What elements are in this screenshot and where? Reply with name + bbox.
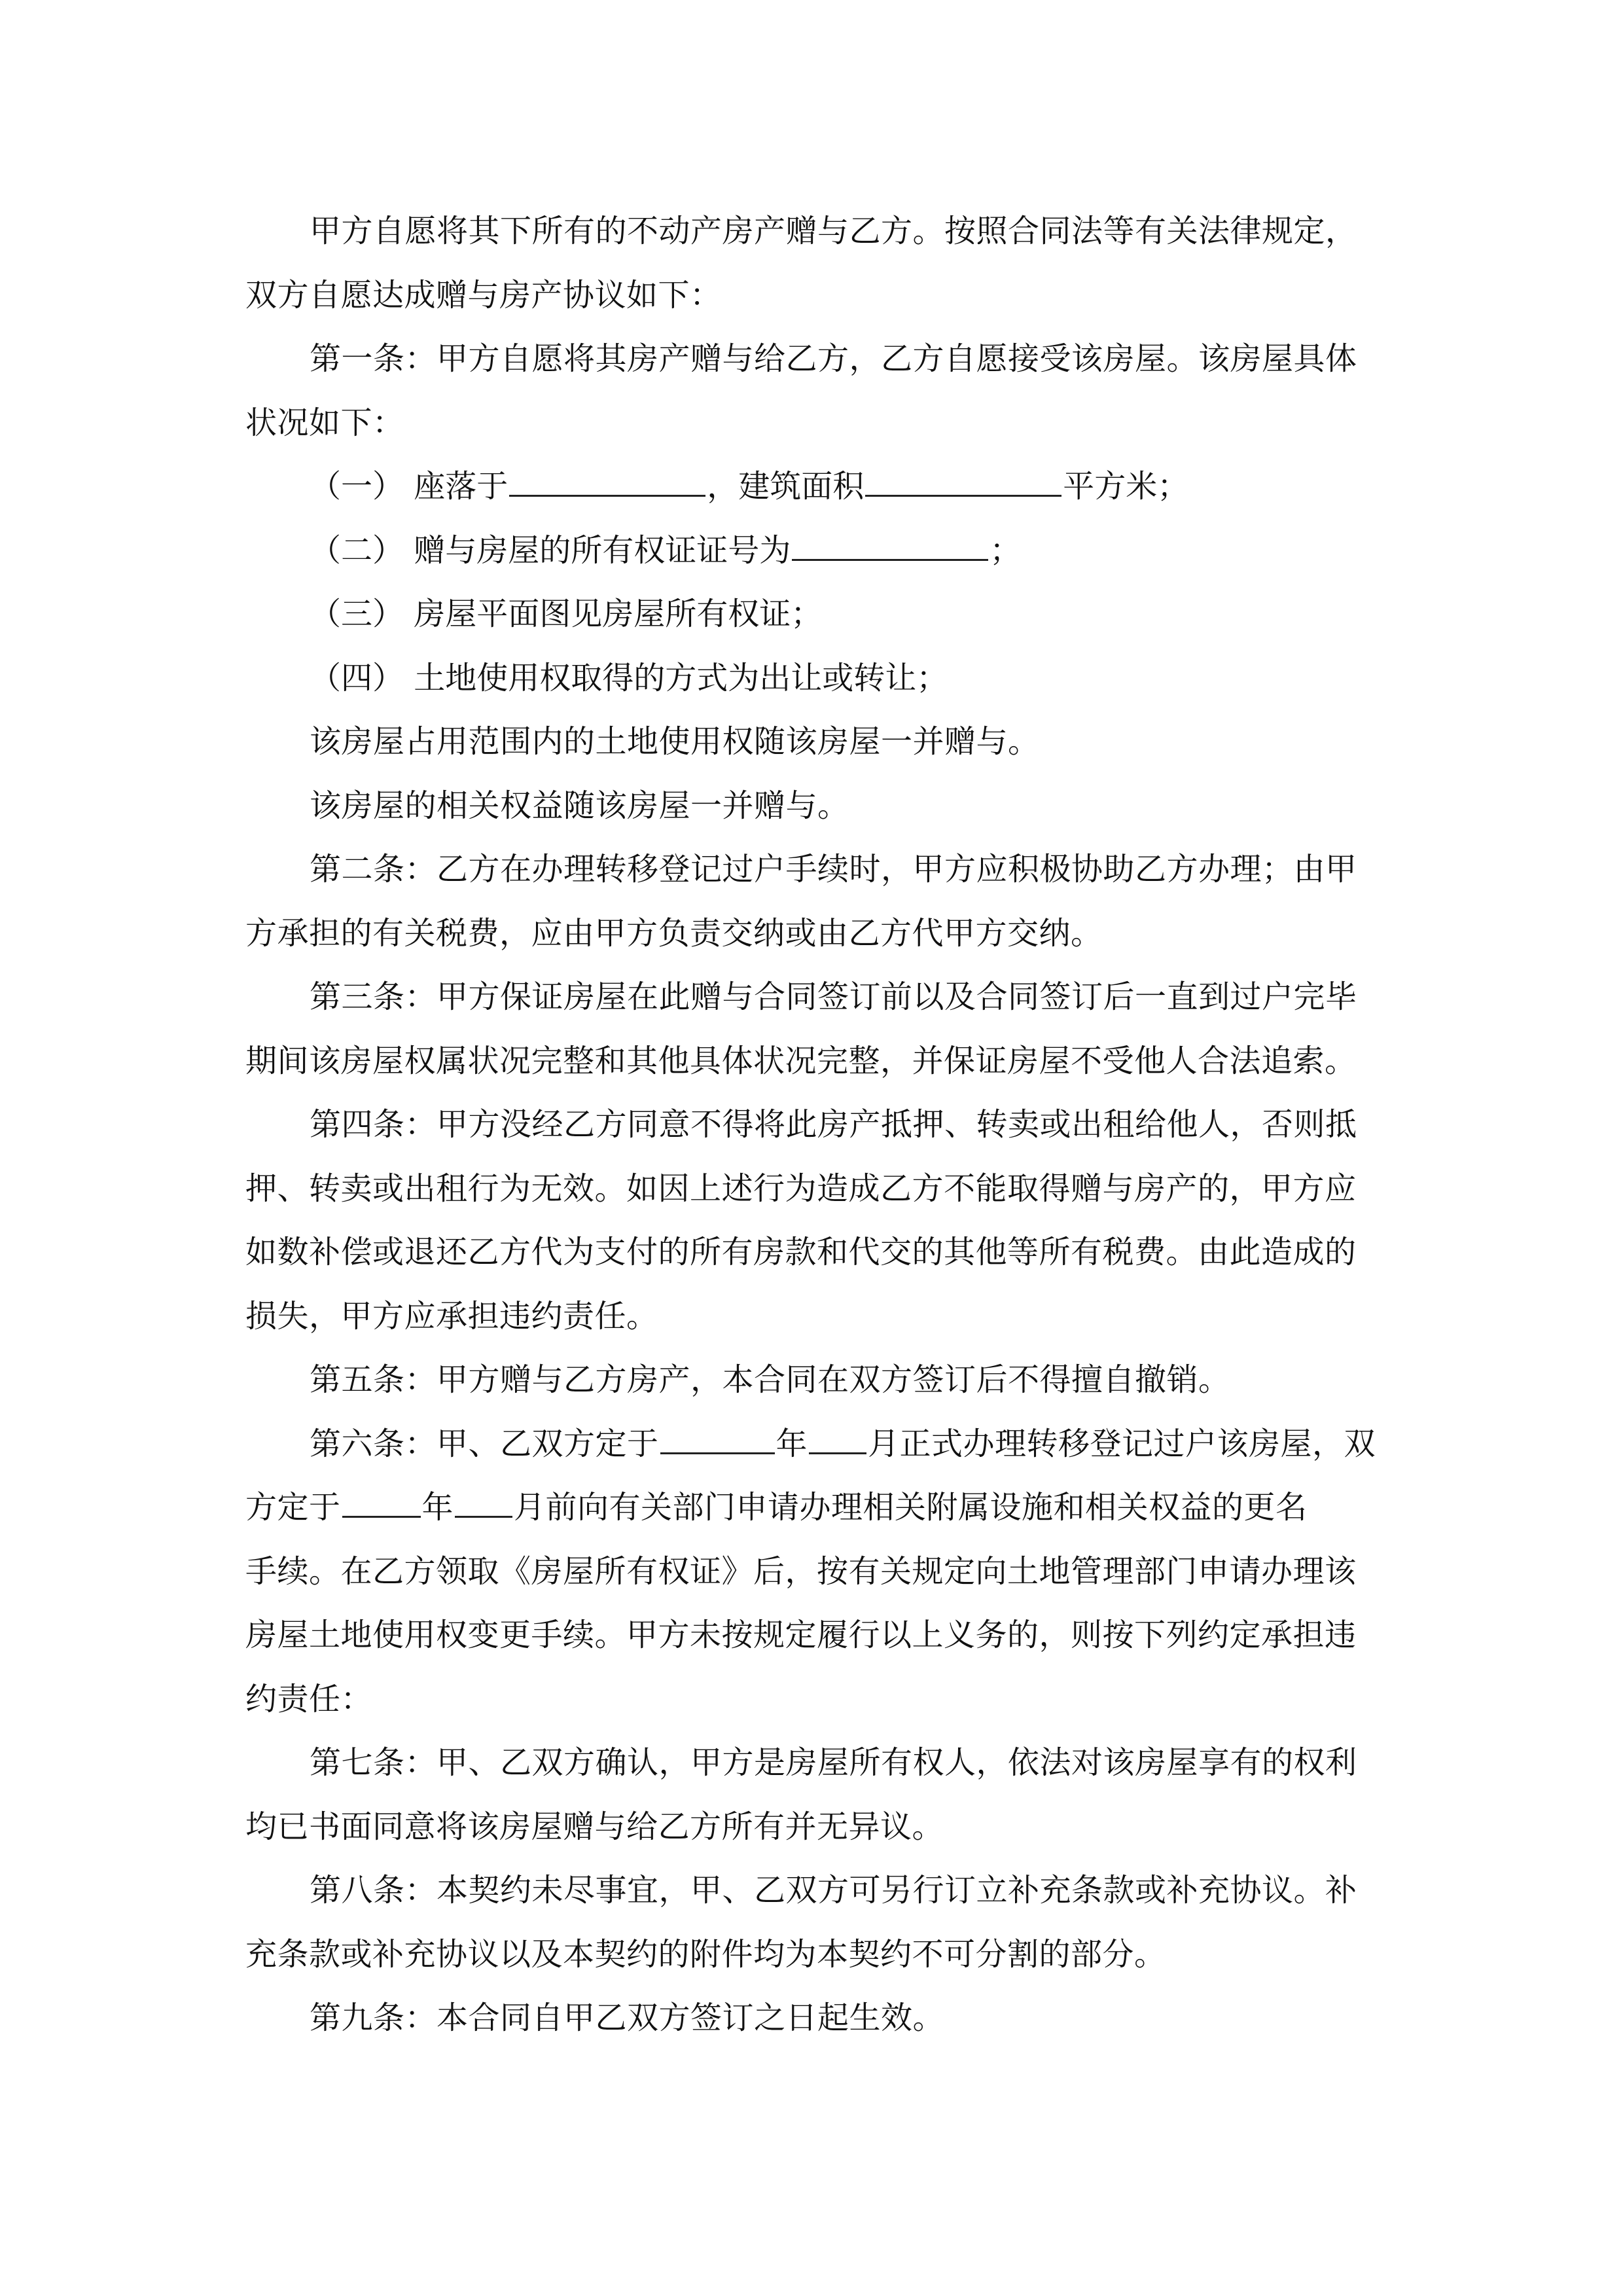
item-2-suffix: ； [990,531,1022,569]
item-3-floor-plan: （三） 房屋平面图见房屋所有权证； [310,596,823,632]
intro-paragraph [245,200,1400,327]
article-1 [245,327,1400,455]
article-8-line-2: 充条款或补充协议以及本契约的附件均为本契约不可分割的部分。 [245,1935,1166,1973]
transfer-year-blank [660,1425,775,1454]
article-2-line-1: 第二条：乙方在办理转移登记过户手续时，甲方应积极协助乙方办理；由甲 [310,851,1357,888]
article-4-line-4: 损失，甲方应承担违约责任。 [245,1297,658,1335]
item-1-mid: ，建筑面积 [707,468,865,505]
article-7-line-1: 第七条：甲、乙双方确认，甲方是房屋所有权人，依法对该房屋享有的权利 [310,1744,1357,1781]
article-8-line-1: 第八条：本契约未尽事宜，甲、乙双方可另行订立补充条款或补充协议。补 [310,1872,1357,1909]
item-2-prefix: （二） 赠与房屋的所有权证证号为 [310,531,791,569]
article-6-line-1-a: 第六条：甲、乙双方定于 [310,1425,659,1462]
intro-line-2: 双方自愿达成赠与房产协议如下： [245,276,722,314]
item-1-prefix: （一） 座落于 [310,468,508,505]
article-6-line-5: 约责任： [245,1680,373,1717]
article-6 [245,1412,1400,1732]
article-6-line-2-a: 方定于 [245,1489,341,1526]
article-6-line-3: 手续。在乙方领取《房屋所有权证》后，按有关规定向土地管理部门申请办理该 [245,1552,1357,1590]
certificate-number-blank [792,531,988,561]
article-4-line-1: 第四条：甲方没经乙方同意不得将此房产抵押、转卖或出租给他人，否则抵 [310,1106,1357,1143]
article-6-line-2 [245,1476,1400,1540]
article-6-line-1 [245,1412,1400,1477]
article-4 [245,1093,1400,1348]
article-7 [245,1731,1400,1859]
article-4-line-2: 押、转卖或出租行为无效。如因上述行为造成乙方不能取得赠与房产的，甲方应 [245,1170,1357,1207]
land-use-note: 该房屋占用范围内的土地使用权随该房屋一并赠与。 [310,723,1040,760]
article-2 [245,838,1400,965]
item-2-certificate [245,519,1400,583]
article-5: 第五条：甲方赠与乙方房产，本合同在双方签订后不得擅自撤销。 [310,1361,1230,1398]
article-6-line-2-b: 年 [421,1489,454,1526]
article-8 [245,1859,1400,1986]
contract-body [245,200,1400,2051]
item-4-land-use: （四） 土地使用权取得的方式为出让或转让； [310,659,948,696]
article-6-line-2-c: 月前向有关部门申请办理相关附属设施和相关权益的更名 [514,1489,1308,1526]
article-4-line-3: 如数补偿或退还乙方代为支付的所有房款和代交的其他等所有税费。由此造成的 [245,1234,1357,1270]
article-9: 第九条：本合同自甲乙双方签订之日起生效。 [310,2000,945,2036]
item-1-location-area [245,455,1400,519]
article-7-line-2: 均已书面同意将该房屋赠与给乙方所有并无异议。 [245,1808,944,1845]
rename-year-blank [342,1488,421,1518]
article-3 [245,965,1400,1093]
article-1-line-1: 第一条：甲方自愿将其房产赠与给乙方，乙方自愿接受该房屋。该房屋具体 [310,340,1357,377]
article-1-line-2: 状况如下： [245,404,404,441]
article-6-line-1-c: 月正式办理转移登记过户该房屋，双 [868,1425,1376,1462]
article-3-line-1: 第三条：甲方保证房屋在此赠与合同签订前以及合同签订后一直到过户完毕 [310,978,1357,1015]
transfer-month-blank [809,1425,866,1454]
article-6-line-4: 房屋土地使用权变更手续。甲方未按规定履行以上义务的，则按下列约定承担违 [245,1617,1357,1653]
article-6-line-1-b: 年 [776,1425,808,1462]
rename-month-blank [455,1488,512,1518]
item-1-suffix: 平方米； [1063,468,1189,505]
area-blank [865,467,1061,497]
location-blank [509,467,705,497]
article-2-line-2: 方承担的有关税费，应由甲方负责交纳或由乙方代甲方交纳。 [245,914,1103,952]
article-3-line-2: 期间该房屋权属状况完整和其他具体状况完整，并保证房屋不受他人合法追索。 [245,1042,1357,1079]
rights-note: 该房屋的相关权益随该房屋一并赠与。 [310,787,849,824]
intro-line-1: 甲方自愿将其下所有的不动产房产赠与乙方。按照合同法等有关法律规定， [310,213,1357,249]
